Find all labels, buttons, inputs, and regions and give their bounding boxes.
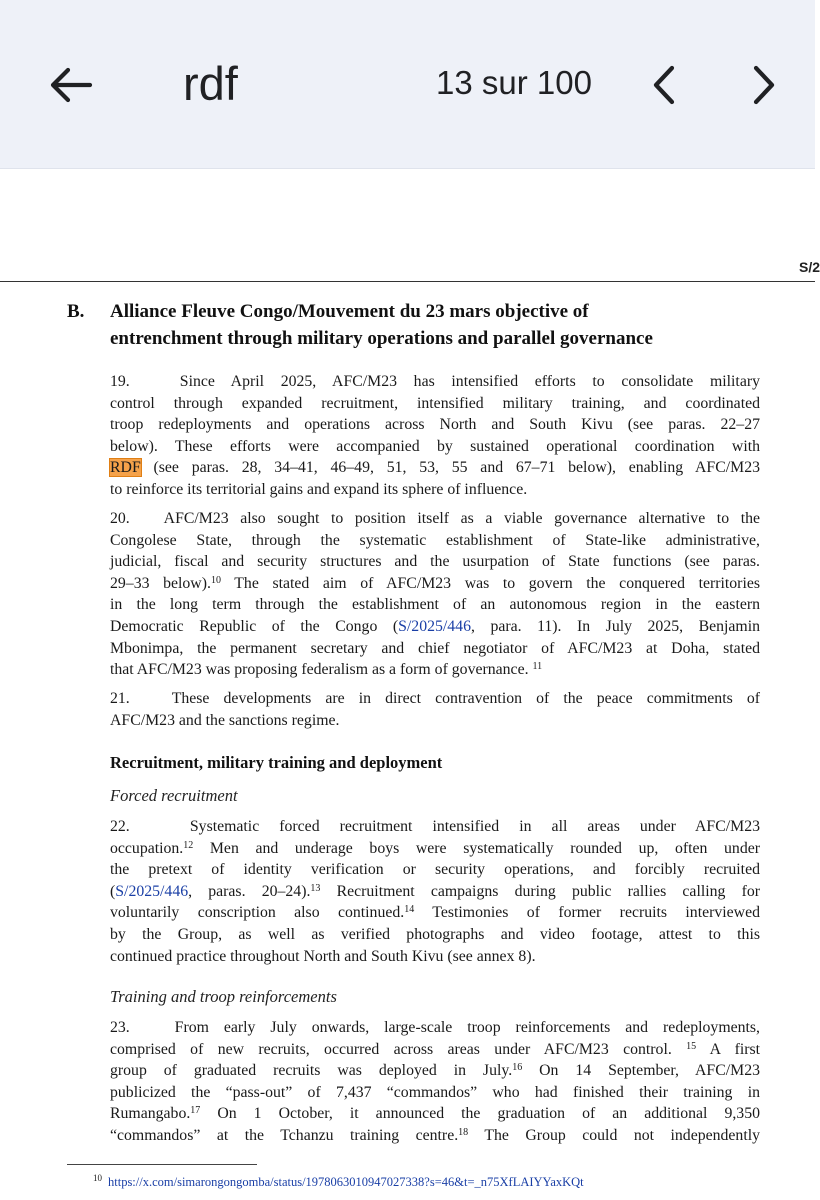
- text-line: [110, 1125, 760, 1147]
- text-line: AFC/M23 and the sanctions regime.: [110, 711, 340, 729]
- text-run: , para. 11). In July 2025, Benjamin: [470, 617, 761, 635]
- text-line: 22. Systematic forced recruitment intensified in all areas under AFC/M23: [110, 818, 760, 835]
- search-bar: [0, 0, 815, 169]
- match-count: 13 sur 100: [436, 64, 592, 101]
- text-run: Recruitment campaigns during public rallies calling for: [320, 882, 760, 900]
- text-line: by the Group, as well as verified photographs and video footage, attest to this: [110, 925, 760, 943]
- paragraph-19: [110, 371, 760, 501]
- text-run: comprised of new recruits, occurred across areas under AFC/M23 control.: [110, 1040, 672, 1058]
- text-line: control through expanded recruitment, intensified military training, and coordinated: [110, 394, 760, 412]
- text-line: [110, 902, 760, 924]
- text-run: Men and underage boys were systematically rounded up, often under: [193, 839, 760, 857]
- footnote-ref[interactable]: 11: [532, 661, 543, 673]
- search-highlight[interactable]: RDF: [110, 459, 141, 477]
- text-run: 29–33 below).: [110, 574, 211, 592]
- text-line: below). These efforts were accompanied by sustained operational coordination with: [110, 437, 760, 455]
- text-run: On 14 September, AFC/M23: [522, 1062, 760, 1080]
- footnote-ref[interactable]: 18: [458, 1126, 469, 1138]
- text-line: [110, 1039, 760, 1061]
- text-line: 21. These developments are in direct contravention of the peace commitments of: [110, 690, 760, 707]
- footnote-number: 10: [93, 1173, 102, 1183]
- text-line: [110, 457, 760, 479]
- header-divider: [0, 281, 815, 282]
- footnote-ref[interactable]: 15: [686, 1040, 697, 1052]
- document-symbol: S/2: [799, 259, 820, 275]
- text-run: “commandos” at the Tchanzu training centre.: [110, 1126, 459, 1144]
- text-run: A first: [696, 1040, 761, 1058]
- footnote-ref[interactable]: 12: [183, 839, 194, 851]
- text-run: Democratic Republic of the Congo (: [110, 617, 399, 635]
- text-line: 20. AFC/M23 also sought to position itself as a viable governance alternative to the: [110, 510, 760, 527]
- text-run: Rumangabo.: [110, 1105, 191, 1123]
- text-run: The Group could not independently: [468, 1126, 760, 1144]
- search-term[interactable]: rdf: [183, 57, 238, 110]
- footnote-ref[interactable]: 10: [210, 574, 221, 586]
- arrow-left-icon: [46, 60, 98, 110]
- text-run: , paras. 20–24).: [188, 882, 311, 900]
- text-line: to reinforce its territorial gains and expand its sphere of influence.: [110, 480, 528, 498]
- text-run: The stated aim of AFC/M23 was to govern the conquered territories: [220, 574, 760, 592]
- text-run: group of graduated recruits was deployed in July.: [110, 1062, 513, 1080]
- text-line: the pretext of identity verification or security operations, and forcibly recruited: [110, 861, 760, 879]
- paragraph-20: [110, 508, 760, 681]
- text-line: Mbonimpa, the permanent secretary and chief negotiator of AFC/M23 at Doha, stated: [110, 639, 760, 657]
- text-line: 19. Since April 2025, AFC/M23 has intensified efforts to consolidate military: [110, 373, 760, 390]
- text-line: [110, 881, 760, 903]
- paragraph-23: [110, 1017, 760, 1147]
- footnote-divider: [67, 1164, 257, 1165]
- text-run: On 1 October, it announced the graduation of an additional 9,350: [200, 1105, 760, 1123]
- footnote-ref[interactable]: 16: [512, 1062, 523, 1074]
- footnote: [93, 1170, 584, 1191]
- text-line: Congolese State, through the systematic establishment of State-like administrative,: [110, 531, 760, 549]
- footnote-ref[interactable]: 13: [310, 882, 321, 894]
- back-button[interactable]: [46, 60, 98, 110]
- paragraph-21: [110, 688, 760, 731]
- document-link[interactable]: S/2025/446: [115, 882, 189, 900]
- text-line: [110, 1060, 760, 1082]
- text-line: [110, 659, 760, 681]
- footnote-link[interactable]: https://x.com/simarongongomba/status/1978063010947027338?s=46&t=_n75XfLAIYYaxKQt: [108, 1175, 584, 1189]
- subheading-forced-recruitment: Forced recruitment: [110, 786, 238, 805]
- text-run: (: [110, 882, 116, 900]
- section-title-line: entrenchment through military operations and parallel governance: [110, 328, 653, 349]
- text-run: voluntarily conscription also continued.: [110, 904, 405, 922]
- document-link[interactable]: S/2025/446: [398, 617, 471, 635]
- text-line: continued practice throughout North and South Kivu (see annex 8).: [110, 947, 536, 965]
- text-line: in the long term through the establishment of an autonomous region in the eastern: [110, 596, 760, 614]
- section-title: [110, 298, 770, 352]
- text-run: that AFC/M23 was proposing federalism as a form of governance.: [110, 661, 529, 679]
- text-run: occupation.: [110, 839, 184, 857]
- chevron-right-icon: [744, 62, 784, 108]
- text-run: Testimonies of former recruits interviewed: [414, 904, 760, 922]
- text-run: (see paras. 28, 34–41, 46–49, 51, 53, 55 and 67–71 below), enabling AFC/M23: [140, 459, 760, 477]
- text-line: 23. From early July onwards, large-scale troop reinforcements and redeployments,: [110, 1019, 760, 1036]
- next-match-button[interactable]: [744, 62, 784, 108]
- text-line: judicial, fiscal and security structures and the usurpation of State functions (see paras.: [110, 553, 760, 571]
- previous-match-button[interactable]: [644, 62, 684, 108]
- subheading-recruitment: Recruitment, military training and deployment: [110, 753, 443, 772]
- chevron-left-icon: [644, 62, 684, 108]
- text-line: [110, 573, 760, 595]
- text-line: [110, 1103, 760, 1125]
- footnote-ref[interactable]: 17: [190, 1105, 201, 1117]
- text-line: [110, 838, 760, 860]
- paragraph-22: [110, 816, 760, 967]
- section-title-line: Alliance Fleuve Congo/Mouvement du 23 mars objective of: [110, 301, 589, 322]
- section-letter: B.: [67, 301, 85, 322]
- footnote-ref[interactable]: 14: [404, 904, 415, 916]
- text-line: troop redeployments and operations across North and South Kivu (see paras. 22–27: [110, 416, 760, 434]
- text-line: [110, 616, 760, 638]
- text-line: publicized the “pass-out” of 7,437 “commandos” who had finished their training in: [110, 1083, 760, 1101]
- subheading-training: Training and troop reinforcements: [110, 987, 337, 1006]
